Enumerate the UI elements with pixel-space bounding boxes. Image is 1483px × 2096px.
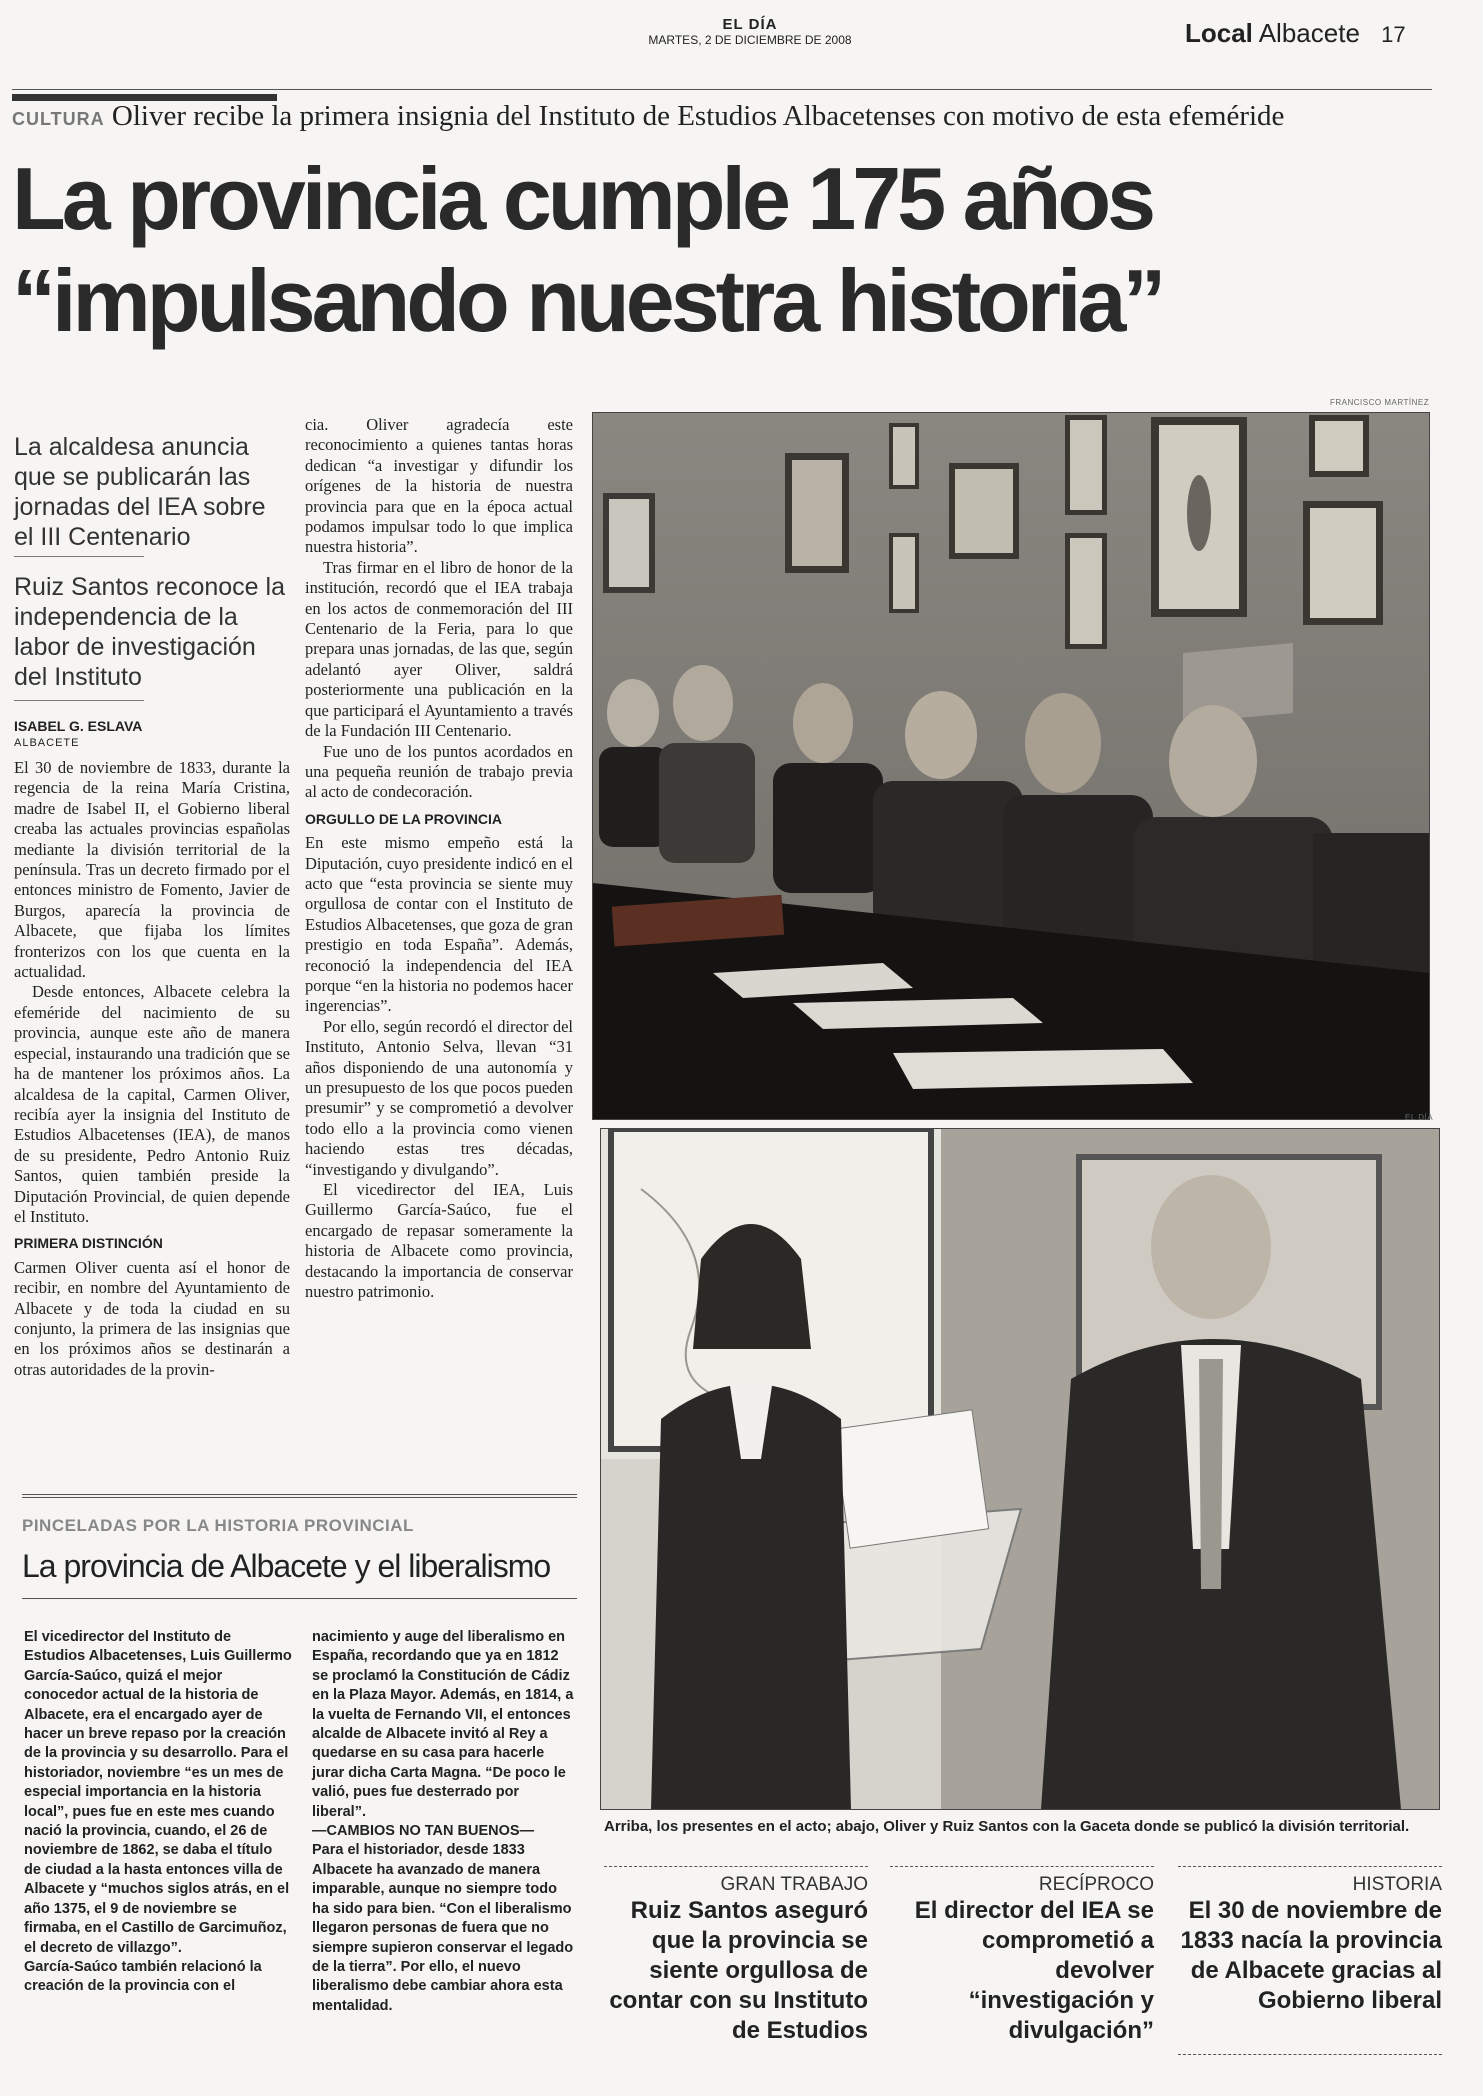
issue-date: MARTES, 2 DE DICIEMBRE DE 2008 (648, 33, 852, 47)
paragraph: cia. Oliver agradecía este reconocimiento a quienes tantas horas dedican “a investigar y difundir los orígenes de la historia de nuestra provincia para que en la época actual podamos impulsar todo lo que implica nuestra historia”. (305, 415, 573, 557)
article-column-1 (14, 758, 290, 1380)
pullquote-1 (604, 1874, 868, 2046)
subheading: PRIMERA DISTINCIÓN (14, 1235, 163, 1252)
paragraph: El 30 de noviembre de 1833, durante la regencia de la reina María Cristina, madre de Isabel II, el Gobierno liberal creaba las actuales provincias españolas mediante la división territorial de la península. Tras un decreto firmado por el entonces ministro de Fomento, Javier de Burgos, aparecía la provincia de Albacete, que fijaba los límites fronterizos con los que cuenta en la actualidad. (14, 758, 290, 982)
paragraph: Desde entonces, Albacete celebra la efeméride del nacimiento de su provincia, aunque este año de manera especial, instaurando una tradición que se ha de mantener los próximos años. La alcaldesa de la capital, Carmen Oliver, recibía ayer la insignia del Instituto de Estudios Albacetenses (IEA), de manos de su presidente, Pedro Antonio Ruiz Santos, quien también preside la Diputación Provincial, de quien depende el Instituto. (14, 982, 290, 1226)
pullquote-3 (1178, 1874, 1442, 2016)
sidebar-subheading: —CAMBIOS NO TAN BUENOS— (312, 1823, 535, 1840)
city-name: Albacete (1258, 18, 1360, 48)
page-header (1185, 18, 1406, 49)
box-rule (22, 1494, 577, 1495)
photo-portrait (600, 1128, 1440, 1810)
subheading: ORGULLO DE LA PROVINCIA (305, 810, 503, 827)
portrait-photo-illustration (601, 1129, 1439, 1809)
photo-caption: Arriba, los presentes en el acto; abajo, Oliver y Ruiz Santos con la Gaceta donde se publicó la división territorial. (604, 1818, 1410, 1835)
paragraph: Tras firmar en el libro de honor de la institución, recordó que el IEA trabaja en los actos de conmemoración del III Centenario de la Feria, para lo que prepara unas jornadas, de las que, según adelantó ayer Oliver, saldrá posteriormente una publicación en la que participará el Ayuntamiento a través de la Fundación III Centenario. (305, 557, 573, 741)
pullquote-rule (890, 1866, 1154, 1867)
kicker (12, 100, 1284, 133)
deck-separator (14, 556, 144, 557)
headline-line-1: La provincia cumple 175 años (12, 149, 1153, 248)
section-tag: CULTURA (12, 109, 105, 129)
sidebar-column-2 (312, 1628, 577, 2016)
article-column-2 (305, 415, 573, 1302)
headline-line-2: “impulsando nuestra historia” (12, 251, 1163, 350)
photo-credit: EL DÍA (1405, 1113, 1434, 1122)
paragraph: Carmen Oliver cuenta así el honor de recibir, en nombre del Ayuntamiento de Albacete y de toda la ciudad en su conjunto, la primera de las insignias que en los próximos años se destinarán a otras autoridades de la provin- (14, 1257, 290, 1379)
paper-name: EL DÍA (722, 16, 778, 33)
section-name: Local (1185, 18, 1253, 48)
paragraph: El vicedirector del IEA, Luis Guillermo García-Saúco, fue el encargado de repasar someramente la historia de Albacete como provincia, destacando la importancia de conservar nuestro patrimonio. (305, 1180, 573, 1302)
pullquote-label: RECÍPROCO (1038, 1874, 1154, 1895)
sidebar-title: La provincia de Albacete y el liberalismo (22, 1548, 551, 1584)
deck-1: La alcaldesa anuncia que se publicarán las jornadas del IEA sobre el III Centenario (14, 433, 266, 551)
photo-credit: FRANCISCO MARTÍNEZ (1330, 398, 1430, 407)
sidebar-paragraph: El vicedirector del Instituto de Estudios Albacetenses, Luis Guillermo García-Saúco, quizá el mejor conocedor actual de la historia de Albacete, era el encargado ayer de hacer un breve repaso por la creación de la provincia y su desarrollo. Para el historiador, noviembre “es un mes de especial importancia en la historia local”, pues fue en este mes cuando nació la provincia, cuando, el 26 de noviembre de 1862, se daba el título de ciudad a la hasta entonces villa de Albacete y “muchos siglos atrás, en el año 1375, el 9 de noviembre se firmaba, en el Castillo de Garcimuñoz, el decreto de villazgo”. (24, 1629, 292, 1956)
sidebar-paragraph: Para el historiador, desde 1833 Albacete ha avanzado de manera imparable, aunque no siempre todo ha sido para bien. “Con el liberalismo llegaron personas de fuera que no siempre supieron conservar el legado de la tierra”. Por ello, el nuevo liberalismo debe cambiar ahora esta mentalidad. (312, 1842, 574, 2014)
pullquote-label: HISTORIA (1352, 1874, 1442, 1895)
meeting-photo-illustration (593, 413, 1429, 1119)
paragraph: Fue uno de los puntos acordados en una pequeña reunión de trabajo previa al acto de condecoración. (305, 741, 573, 802)
pullquote-rule (604, 1866, 868, 1867)
pullquote-label: GRAN TRABAJO (720, 1874, 868, 1895)
box-rule (22, 1598, 577, 1599)
dateline: ALBACETE (14, 737, 80, 749)
masthead (640, 16, 860, 47)
paragraph: En este mismo empeño está la Diputación, cuyo presidente indicó en el acto que “esta provincia se siente muy orgullosa de contar con el Instituto de Estudios Albacetenses, que goza de gran prestigio en toda España”. Además, reconoció la independencia del IEA porque “en la historia no podemos hacer ingerencias”. (305, 833, 573, 1016)
photo-meeting (592, 412, 1430, 1120)
sidebar-paragraph: García-Saúco también relacionó la creación de la provincia con el (24, 1958, 262, 1995)
kicker-text: Oliver recibe la primera insignia del Instituto de Estudios Albacetenses con motivo de esta efeméride (111, 100, 1285, 132)
pullquote-2 (890, 1874, 1154, 2046)
sidebar-kicker: PINCELADAS POR LA HISTORIA PROVINCIAL (22, 1516, 414, 1535)
pullquote-text: El 30 de noviembre de 1833 nacía la provincia de Albacete gracias al Gobierno liberal (1180, 1897, 1442, 2014)
paragraph: Por ello, según recordó el director del Instituto, Antonio Selva, llevan “31 años disponiendo de una autonomía y un presupuesto de los que pocos pueden presumir” y se comprometió a devolver todo ello a la provincia como vienen haciendo estas tres décadas, “investigando y divulgando”. (305, 1016, 573, 1179)
sidebar-paragraph: nacimiento y auge del liberalismo en España, recordando que ya en 1812 se proclamó la Constitución de Cádiz en la Plaza Mayor. Además, en 1814, a la vuelta de Fernando VII, el entonces alcalde de Albacete invitó al Rey a quedarse en su casa para hacerle jurar dicha Carta Magna. “De poco le valió, pues fue desterrado por liberal”. (312, 1629, 574, 1820)
pullquote-text: Ruiz Santos aseguró que la provincia se siente orgullosa de contar con su Instituto de Estudios (609, 1897, 868, 2044)
header-rule (12, 89, 1432, 90)
deck-2: Ruiz Santos reconoce la independencia de la labor de investigación del Instituto (14, 573, 285, 691)
headline (12, 148, 1452, 352)
box-rule (22, 1497, 577, 1498)
byline: ISABEL G. ESLAVA (14, 718, 143, 734)
deck-separator (14, 700, 144, 701)
pullquote-rule (1178, 2054, 1442, 2055)
sidebar-column-1 (24, 1628, 292, 1997)
pullquote-rule (1178, 1866, 1442, 1867)
pullquote-text: El director del IEA se comprometió a devolver “investigación y divulgación” (914, 1897, 1154, 2044)
page-number: 17 (1381, 22, 1406, 47)
